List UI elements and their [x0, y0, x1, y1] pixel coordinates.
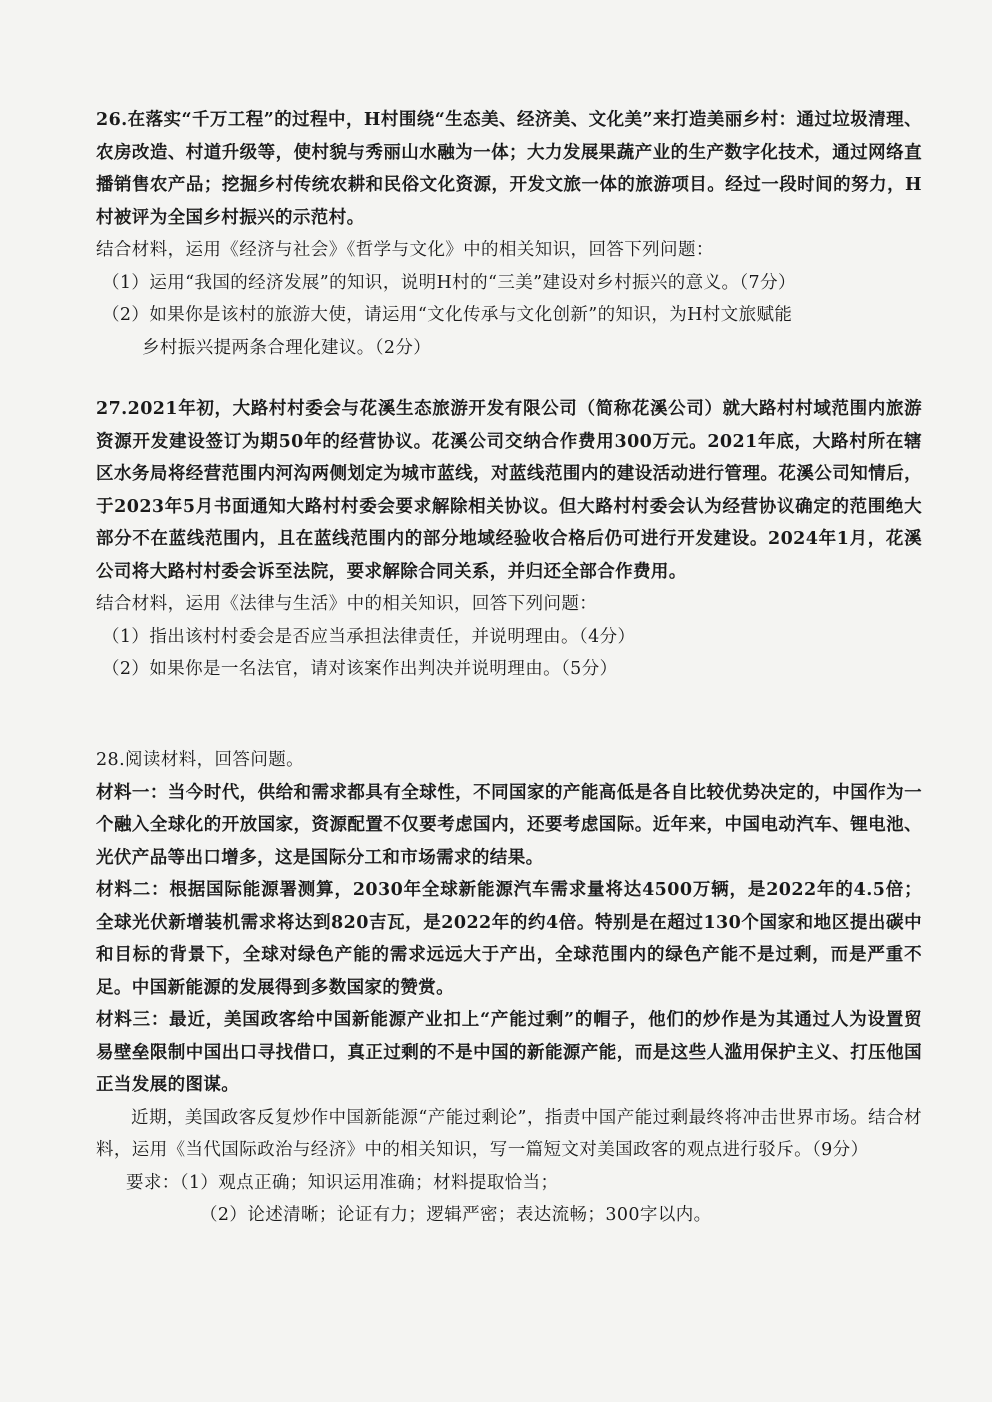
q27-subquestion-1: （1）指出该村村委会是否应当承担法律责任，并说明理由。（4分） — [102, 626, 636, 647]
q26-subquestion-2: （2）如果你是该村的旅游大使，请运用“文化传承与文化创新”的知识，为H村文旅赋能 — [102, 305, 793, 325]
q28-material-2: 材料二：根据国际能源署测算，2030年全球新能源汽车需求量将达4500万辆，是2022年的4.5倍；全球光伏新增装机需求将达到820吉瓦，是2022年的约4倍。特别是在超过130个国家和地区提出碳中和目标的背景下，全球对绿色产能的需求远远大于产出，全球范围内的绿色产能不是过剩，而是严重不足。中国新能源的发展得到多数国家的赞赏。 — [96, 880, 922, 998]
q28-requirement-1: 要求：（1）观点正确；知识运用准确；材料提取恰当； — [126, 1172, 559, 1193]
q26-subquestion-1: （1）运用“我国的经济发展”的知识，说明H村的“三美”建设对乡村振兴的意义。（7分） — [102, 272, 796, 293]
q28-requirement-2: （2）论述清晰；论证有力；逻辑严密；表达流畅；300字以内。 — [200, 1205, 712, 1225]
q28-material-1: 材料一：当今时代，供给和需求都具有全球性，不同国家的产能高低是各自比较优势决定的，中国作为一个融入全球化的开放国家，资源配置不仅要考虑国内，还要考虑国际。近年来，中国电动汽车、锂电池、光伏产品等出口增多，这是国际分工和市场需求的结果。 — [96, 782, 922, 868]
q26-stem: 26.在落实“千万工程”的过程中，H村围绕“生态美、经济美、文化美”来打造美丽乡村：通过垃圾清理、农房改造、村道升级等，使村貌与秀丽山水融为一体；大力发展果蔬产业的生产数字化技术，通过网络直播销售农产品；挖掘乡村传统农耕和民俗文化资源，开发文旅一体的旅游项目。经过一段时间的努力，H村被评为全国乡村振兴的示范村。 — [96, 110, 922, 228]
q28-task: 近期，美国政客反复炒作中国新能源“产能过剩论”，指责中国产能过剩最终将冲击世界市场。结合材料，运用《当代国际政治与经济》中的相关知识，写一篇短文对美国政客的观点进行驳斥。（9分） — [96, 1107, 922, 1160]
q28-title: 28.阅读材料，回答问题。 — [96, 750, 305, 770]
q28-material-3: 材料三：最近，美国政客给中国新能源产业扣上“产能过剩”的帽子，他们的炒作是为其通过人为设置贸易壁垒限制中国出口寻找借口，真正过剩的不是中国的新能源产能，而是这些人滥用保护主义、打压他国正当发展的图谋。 — [96, 1010, 922, 1095]
question-26 — [96, 104, 922, 364]
q26-instruction: 结合材料，运用《经济与社会》《哲学与文化》中的相关知识，回答下列问题： — [96, 240, 714, 260]
q27-subquestion-2: （2）如果你是一名法官，请对该案作出判决并说明理由。（5分） — [102, 659, 618, 679]
q26-subquestion-2-cont: 乡村振兴提两条合理化建议。（2分） — [142, 337, 432, 358]
question-27 — [96, 393, 922, 686]
q27-stem: 27.2021年初，大路村村委会与花溪生态旅游开发有限公司（简称花溪公司）就大路村村域范围内旅游资源开发建设签订为期50年的经营协议。花溪公司交纳合作费用300万元。2021年底，大路村所在辖区水务局将经营范围内河沟两侧划定为城市蓝线，对蓝线范围内的建设活动进行管理。花溪公司知情后，于2023年5月书面通知大路村村委会要求解除相关协议。但大路村村委会认为经营协议确定的范围绝大部分不在蓝线范围内，且在蓝线范围内的部分地域经验收合格后仍可进行开发建设。2024年1月，花溪公司将大路村村委会诉至法院，要求解除合同关系，并归还全部合作费用。 — [96, 399, 922, 582]
question-28 — [96, 744, 922, 1232]
q27-instruction: 结合材料，运用《法律与生活》中的相关知识，回答下列问题： — [96, 594, 598, 614]
